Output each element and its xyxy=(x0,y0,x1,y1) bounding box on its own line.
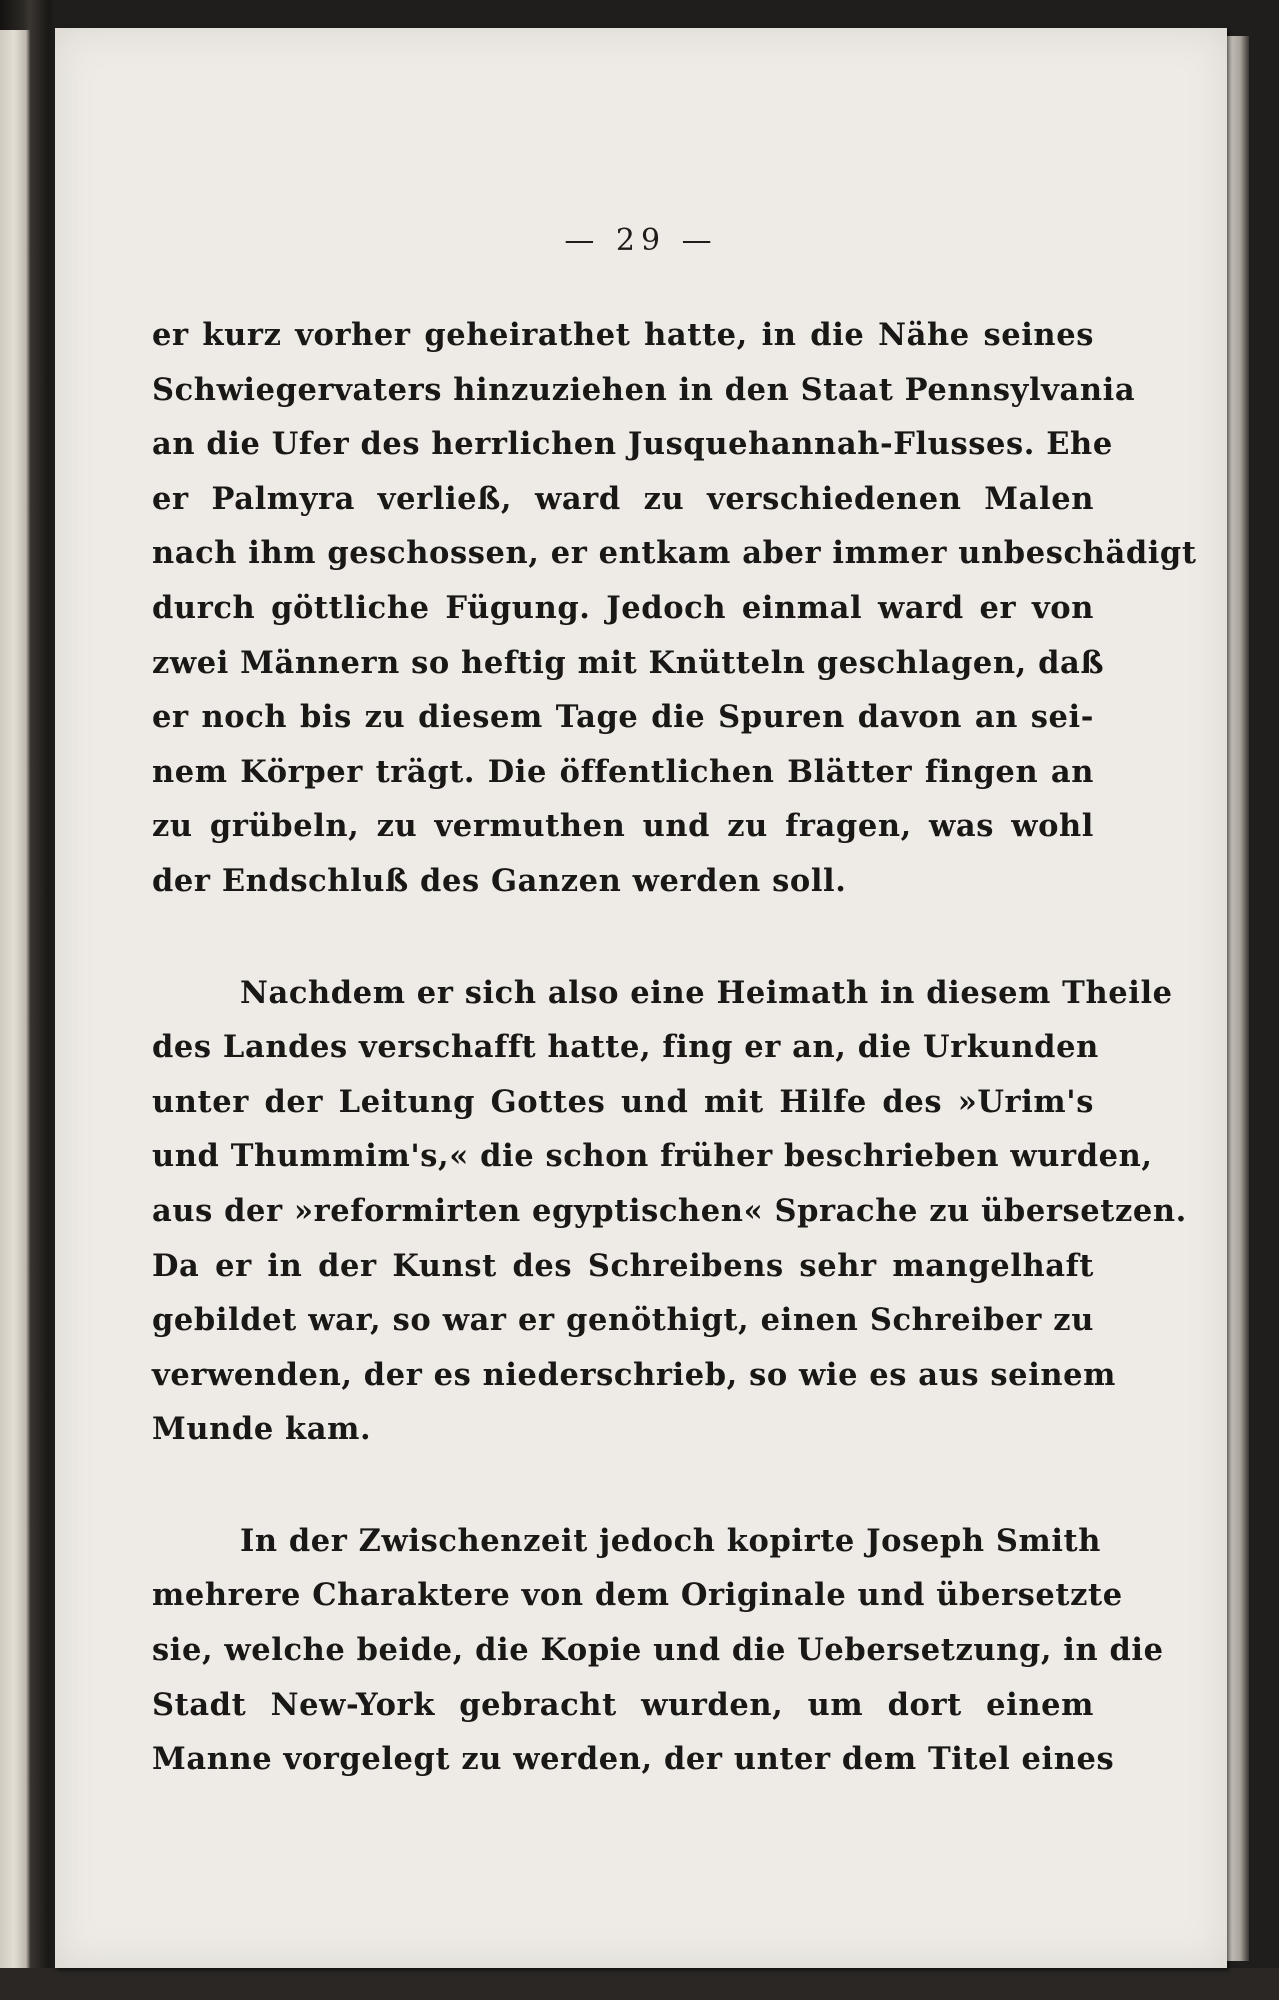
text-line: Munde kam. xyxy=(152,1411,372,1448)
text-line: Da er in der Kunst des Schreibens sehr mangelhaft xyxy=(152,1247,1094,1284)
text-line: nach ihm geschossen, er entkam aber immer unbeschädigt xyxy=(152,535,1197,572)
text-line: er Palmyra verließ, ward zu verschiedenen Malen xyxy=(152,480,1094,517)
text-line: durch göttliche Fügung. Jedoch einmal ward er von xyxy=(152,589,1094,626)
book-page xyxy=(55,28,1227,1968)
text-line: verwenden, der es niederschrieb, so wie es aus seinem xyxy=(152,1356,1117,1393)
text-line: aus der »reformirten egyptischen« Sprache zu übersetzen. xyxy=(152,1192,1187,1229)
text-line: Manne vorgelegt zu werden, der unter dem Titel eines xyxy=(152,1741,1115,1778)
scan-background xyxy=(0,1968,1279,2000)
paragraph-3 xyxy=(152,1514,1164,1787)
text-line: der Endschluß des Ganzen werden soll. xyxy=(152,862,847,899)
page-number-header: — 29 — xyxy=(564,223,718,258)
text-line: des Landes verschafft hatte, fing er an, die Urkunden xyxy=(152,1029,1099,1066)
text-line: Stadt New-York gebracht wurden, um dort einem xyxy=(152,1686,1094,1723)
text-line: In der Zwischenzeit jedoch kopirte Joseph Smith xyxy=(240,1522,1101,1559)
text-line: zu grübeln, zu vermuthen und zu fragen, was wohl xyxy=(152,808,1094,845)
text-line: er noch bis zu diesem Tage die Spuren davon an sei- xyxy=(152,699,1094,736)
text-line: gebildet war, so war er genöthigt, einen Schreiber zu xyxy=(152,1302,1094,1339)
text-line: unter der Leitung Gottes und mit Hilfe des »Urim's xyxy=(152,1083,1094,1120)
page-stack-edge xyxy=(1227,36,1249,1961)
text-line: nem Körper trägt. Die öffentlichen Blätter fingen an xyxy=(152,753,1094,790)
text-line: Schwiegervaters hinzuziehen in den Staat Pennsylvania xyxy=(152,371,1136,408)
text-line: zwei Männern so heftig mit Knütteln geschlagen, daß xyxy=(152,644,1105,681)
text-line: sie, welche beide, die Kopie und die Uebersetzung, in die xyxy=(152,1632,1164,1669)
facing-page-edge xyxy=(0,30,30,1970)
paragraph-2 xyxy=(152,966,1187,1457)
paragraph-1 xyxy=(152,308,1197,909)
text-line: Nachdem er sich also eine Heimath in diesem Theile xyxy=(240,974,1173,1011)
text-line: mehrere Charaktere von dem Originale und übersetzte xyxy=(152,1577,1123,1614)
text-line: und Thummim's,« die schon früher beschrieben wurden, xyxy=(152,1138,1153,1175)
text-line: er kurz vorher geheirathet hatte, in die Nähe seines xyxy=(152,317,1094,353)
body-text xyxy=(152,308,1197,1787)
text-line: an die Ufer des herrlichen Jusquehannah-Flusses. Ehe xyxy=(152,426,1113,463)
